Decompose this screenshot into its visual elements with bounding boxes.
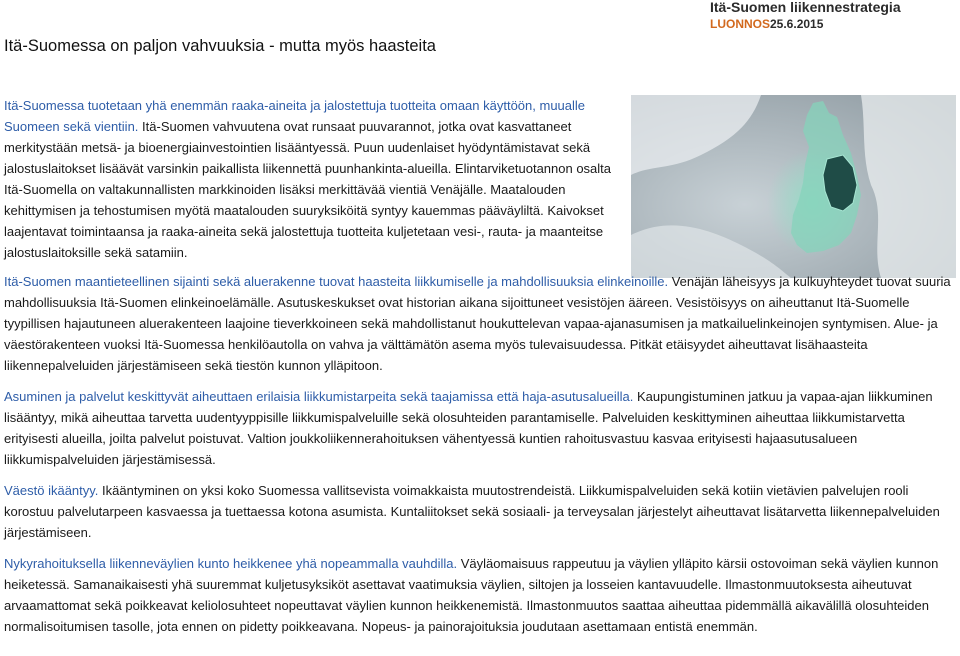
section-paragraph [4,271,956,376]
section-lead: Nykyrahoituksella liikenneväylien kunto heikkenee yhä nopeammalla vauhdilla. [4,556,458,571]
section-lead: Asuminen ja palvelut keskittyvät aiheuttaen erilaisia liikkumistarpeita sekä taajamissa että haja-asutusalueilla. [4,389,634,404]
section-lead: Väestö ikääntyy. [4,483,99,498]
page-title: Itä-Suomessa on paljon vahvuuksia - mutta myös haasteita [4,37,436,55]
section-paragraph [4,386,956,470]
document-series-title: Itä-Suomen liikennestrategia [710,0,901,15]
section-body: Venäjän läheisyys ja kulkuyhteydet tuovat suuria mahdollisuuksia Itä-Suomen elinkeinoelämälle. Asutuskeskukset ovat historian aikana sijoittuneet vesistöjen ääreen. Vesistöisyys on aiheuttanut Itä-Suomelle tyypillisen hajautuneen aluerakenteen laajoine tieverkkoineen sekä mahdollistanut houkuttelevan vapaa-ajanasumisen ja matkailuelinkeinojen syntymisen. Alue- ja väestörakenteen vuoksi Itä-Suomessa henkilöautolla on vahva ja välttämätön asema myös tulevaisuudessa. Pitkät etäisyydet aiheuttavat lisähaasteita liikennepalveluiden järjestämiseen sekä tiestön kunnon ylläpitoon. [4,274,951,373]
intro-paragraph [4,95,616,263]
section-paragraph [4,480,956,543]
draft-status [710,16,950,32]
document-body [4,95,956,637]
document-header [710,0,950,32]
intro-body: Itä-Suomen vahvuutena ovat runsaat puuvarannot, jotka ovat kasvattaneet merkitystään metsä- ja bioenergiainvestointien lisääntyessä. Puun uudenlaiset hyödyntämistavat sekä jalostuslaitokset lisäävät varsinkin paikallista liikennettä puunhankinta-alueilla. Elintarviketuotannon osalta Itä-Suomella on valtakunnallisten markkinoiden lisäksi merkittävää vientiä Venäjälle. Maatalouden kehittymisen ja tehostumisen myötä maatalouden suuryksiköitä syntyy kauemmas pääväyliltä. Kaivokset laajentavat toimintaansa ja raaka-aineita sekä jalostettuja tuotteita kuljetetaan vesi-, rauta- ja maanteitse jalostuslaitoksille sekä satamiin. [4,119,612,260]
section-paragraph [4,553,956,637]
draft-date: 25.6.2015 [770,17,824,31]
intro-lead: Itä-Suomessa tuotetaan yhä enemmän raaka-aineita ja jalostettuja tuotteita omaan käyttöön, muualle Suomeen sekä vientiin. [4,98,586,134]
draft-label: LUONNOS [710,17,770,31]
section-lead: Itä-Suomen maantieteellinen sijainti sekä aluerakenne tuovat haasteita liikkumiselle ja mahdollisuuksia elinkeinoille. [4,274,669,289]
section-body: Väyläomaisuus rappeutuu ja väylien ylläpito kärsii ostovoiman sekä väylien kunnon heiketessä. Samanaikaisesti yhä suuremmat kuljetusyksiköt asettavat vaatimuksia väylien, siltojen ja losseien kantavuudelle. Ilmastonmuutoksesta aiheutuvat arvaamattomat sekä poikkeavat keliolosuhteet nopeuttavat väylien kunnon heikkenemistä. Ilmastonmuutos saattaa aiheuttaa pidemmällä aikavälillä olosuhteiden normalisoitumisen tasolle, jota ennen on pidetty poikkeavana. Nopeus- ja painorajoituksia joudutaan asettamaan entistä enemmän. [4,556,939,634]
section-body: Kaupungistuminen jatkuu ja vapaa-ajan liikkuminen lisääntyy, mikä aiheuttaa tarvetta uudentyyppisille liikkumispalveluille sekä olosuhteiden parantamiselle. Palveluiden keskittyminen aiheuttaa liikkumistarvetta erityisesti alueilla, joilta palvelut poistuvat. Valtion joukkoliikennerahoituksen vähentyessä kuntien rahoitusvastuu kasvaa erityisesti hajaasutusalueen liikkumispalveluiden järjestämisessä. [4,389,933,467]
section-body: Ikääntyminen on yksi koko Suomessa vallitsevista voimakkaista muutostrendeistä. Liikkumispalveluiden sekä kotiin vietävien palvelujen rooli korostuu palvelutarpeen kasvaessa ja tuettaessa kotona asumista. Kuntaliitokset sekä sosiaali- ja terveysalan järjestelyt aiheuttavat lisätarvetta liikennepalveluiden järjestämiseen. [4,483,940,540]
